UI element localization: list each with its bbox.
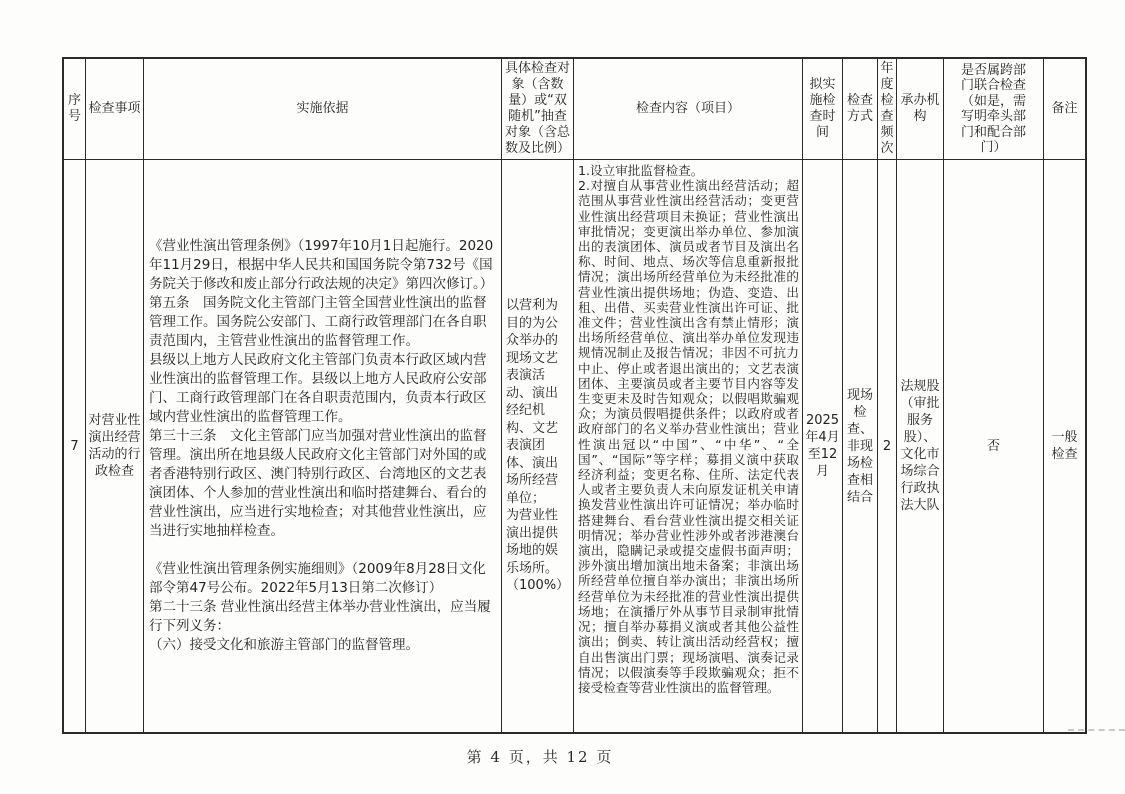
col-header-remark: 备注 (1044, 59, 1085, 160)
scan-artifact-dashes (1068, 729, 1125, 731)
col-header-frequency: 年度检查频次 (878, 59, 897, 160)
cell-targets (502, 160, 574, 732)
basis-paragraph: 《营业性演出管理条例实施细则》（2009年8月28日文化部令第47号公布。2022年5月13日第二次修订） (149, 561, 486, 596)
cell-remark: 一般检查 (1051, 430, 1078, 462)
cell-item: 对营业性演出经营活动的行政检查 (86, 160, 144, 732)
cell-frequency: 2 (878, 160, 897, 732)
cell-time: 2025年4月至12月 (803, 160, 843, 732)
basis-paragraph: 《营业性演出管理条例》（1997年10月1日起施行。2020年11月29日，根据中华人民共和国国务院令第732号《国务院关于修改和废止部分行政法规的决定》第四次修订。） (149, 238, 494, 292)
col-header-agency: 承办机构 (897, 59, 944, 160)
cell-method: 现场检查、非现场检查相结合 (843, 160, 878, 732)
col-header-item: 检查事项 (86, 59, 144, 160)
col-header-seq: 序号 (64, 59, 86, 160)
basis-regulation-block (149, 237, 496, 541)
targets-paragraph: 为营业性演出提供场地的娱乐场所。（100%） (506, 508, 570, 594)
col-header-time: 拟实施检查时间 (803, 59, 843, 160)
content-paragraph: 2.对擅自从事营业性演出经营活动；超范围从事营业性演出经营活动；变更营业性演出经营项目未换证；营业性演出审批情况；变更演出举办单位、参加演出的表演团体、演员或者节目及演出名称、时间、地点、场次等信息重新报批情况；演出场所经营单位为未经批准的营业性演出提供场地；伪造、变造、出租、出借、买卖营业性演出许可证、批准文件；营业性演出含有禁止情形；演出场所经营单位、演出举办单位发现违规情况制止及报告情况；非因不可抗力中止、停止或者退出演出的；文艺表演团体、主要演员或者主要节目内容等发生变更未及时告知观众；以假唱欺骗观众；为演员假唱提供条件；以政府或者政府部门的名义举办营业性演出；营业性演出冠以“中国”、“中华”、“全国”、“国际”等字样；募捐义演中获取经济利益；变更名称、住所、法定代表人或者主要负责人未向原发证机关申请换发营业性演出许可证情况；举办临时搭建舞台、看台营业性演出提交相关证明情况；举办营业性涉外或者涉港澳台演出，隐瞒记录或提交虚假书面声明；涉外演出增加演出地未备案；非演出场所经营单位擅自举办演出；非演出场所经营单位为未经批准的营业性演出提供场地；在演播厅外从事节目录制审批情况；擅自举办募捐义演或者其他公益性演出；倒卖、转让演出活动经营权；擅自出售演出门票；现场演唱、演奏记录情况；以假演奏等手段欺骗观众；拒不接受检查等营业性演出的监督管理。 (578, 178, 799, 695)
col-header-method: 检查方式 (843, 59, 878, 160)
basis-paragraph: 第三十三条 文化主管部门应当加强对营业性演出的监督管理。演出所在地县级人民政府文化主管部门对外国的或者香港特别行政区、澳门特别行政区、台湾地区的文艺表演团体、个人参加的营业性演出和临时搭建舞台、看台的营业性演出，应当进行实地检查；对其他营业性演出，应当进行实地抽样检查。 (149, 428, 487, 539)
content-paragraph: 1.设立审批监督检查。 (578, 163, 704, 178)
targets-paragraph: 以营利为目的为公众举办的现场文艺表演活动、演出经纪机构、文艺表演团体、演出场所经营单位； (506, 298, 559, 506)
basis-paragraph: 第五条 国务院文化主管部门主管全国营业性演出的监督管理工作。国务院公安部门、工商行政管理部门在各自职责范围内，主管营业性演出的监督管理工作。 (149, 295, 487, 349)
col-header-targets: 具体检查对象（含数量）或“双随机”抽查对象（含总数及比例） (502, 59, 574, 160)
page-number-indicator: 第 4 页，共 12 页 (466, 748, 614, 766)
cell-seq: 7 (64, 160, 86, 732)
cell-content (574, 160, 803, 732)
inspection-items-table (62, 57, 1087, 734)
basis-paragraph: （六）接受文化和旅游主管部门的监督管理。 (149, 637, 419, 653)
basis-paragraph: 县级以上地方人民政府文化主管部门负责本行政区域内营业性演出的监督管理工作。县级以上地方人民政府公安部门、工商行政管理部门在各自职责范围内，负责本行政区域内营业性演出的监督管理工作。 (149, 352, 487, 425)
col-header-content: 检查内容（项目） (574, 59, 803, 160)
cell-agency: 法规股（审批服务股）、文化市场综合行政执法大队 (897, 160, 944, 732)
cell-basis (144, 160, 502, 732)
basis-paragraph: 第二十三条 营业性演出经营主体举办营业性演出，应当履行下列义务： (149, 599, 491, 634)
col-header-joint-check: 是否属跨部门联合检查（如是，需写明牵头部门和配合部门） (944, 59, 1044, 160)
col-header-basis: 实施依据 (144, 59, 502, 160)
cell-joint-check: 否 (944, 160, 1044, 732)
basis-implementation-rules-block (149, 560, 496, 655)
